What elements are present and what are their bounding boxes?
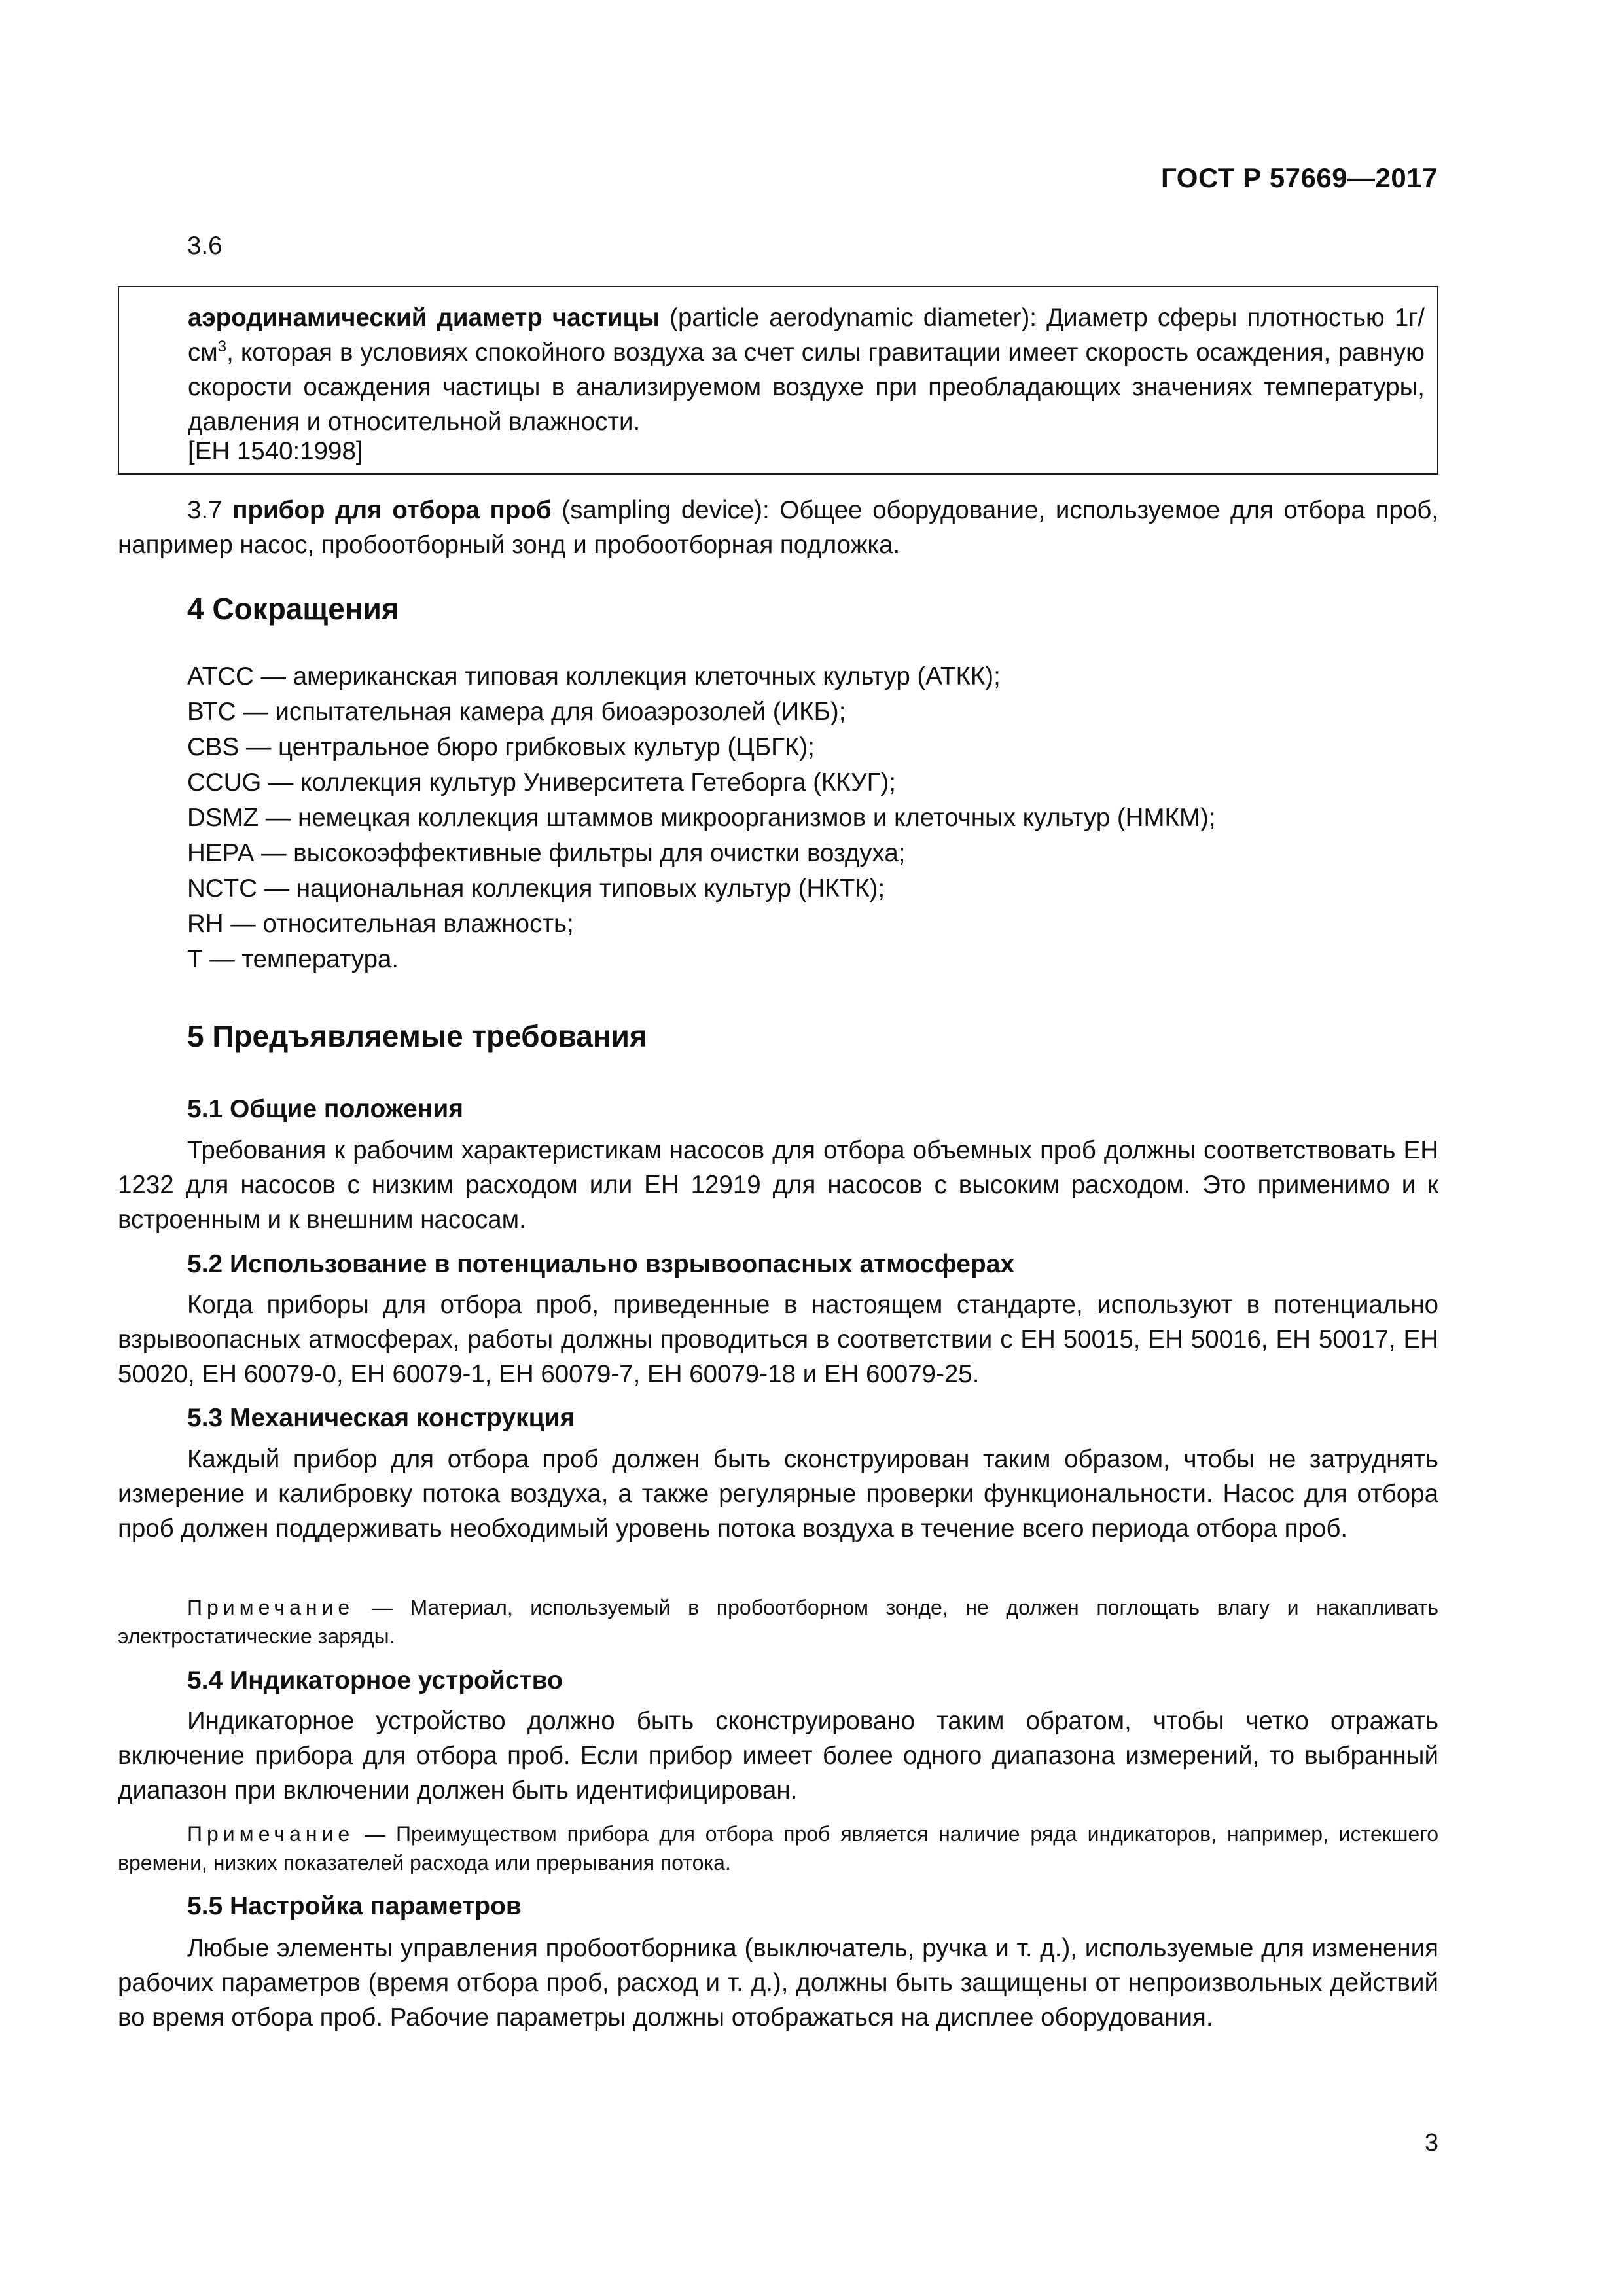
subsection-5-3-title: 5.3 Механическая конструкция xyxy=(187,1404,575,1432)
subsection-5-3-text: Каждый прибор для отбора проб должен быть сконструирован таким образом, чтобы не затруднять измерение и калибровку потока воздуха, а также регулярные проверки функциональности. Насос для отбора проб должен поддерживать необходимый уровень потока воздуха в течение всего периода отбора проб. xyxy=(118,1445,1438,1543)
abbreviations-list xyxy=(187,659,1216,977)
standard-id: ГОСТ Р 57669—2017 xyxy=(1161,162,1438,193)
subsection-5-2-text: Когда приборы для отбора проб, приведенные в настоящем стандарте, используют в потенциально взрывоопасных атмосферах, работы должны проводиться в соответствии с ЕН 50015, ЕН 50016, ЕН 50017, ЕН 50020, ЕН 60079-0, ЕН 60079-1, ЕН 60079-7, ЕН 60079-18 и ЕН 60079-25. xyxy=(118,1291,1438,1388)
definition-3-6 xyxy=(188,300,1425,439)
list-item: Т — температура. xyxy=(187,945,399,973)
subsection-5-1-title: 5.1 Общие положения xyxy=(187,1095,463,1123)
list-item: CBS — центральное бюро грибковых культур (ЦБГК); xyxy=(187,733,815,761)
list-item: RH — относительная влажность; xyxy=(187,910,574,938)
subsection-5-2-title: 5.2 Использование в потенциально взрывоопасных атмосферах xyxy=(187,1250,1015,1278)
subsection-5-1-text: Требования к рабочим характеристикам насосов для отбора объемных проб должны соответствовать ЕН 1232 для насосов с низким расходом или ЕН 12919 для насосов с высоким расходом. Это применимо и к встроенным и к внешним насосам. xyxy=(118,1136,1438,1234)
definition-3-6-text-b: , которая в условиях спокойного воздуха за счет силы гравитации имеет скорость осаждения, равную скорости осаждения частицы в анализируемом воздухе при преобладающих значениях температуры, давления и относительной влажности. xyxy=(188,338,1425,436)
note-label: Примечание xyxy=(187,1596,355,1619)
definition-reference: [ЕН 1540:1998] xyxy=(188,437,363,465)
note-text: — Материал, используемый в пробоотборном зонде, не должен поглощать влагу и накапливать электростатические заряды. xyxy=(118,1596,1438,1648)
subsection-5-4-text: Индикаторное устройство должно быть сконструировано таким обратом, чтобы четко отражать включение прибора для отбора проб. Если прибор имеет более одного диапазона измерений, то выбранный диапазон при включении должен быть идентифицирован. xyxy=(118,1707,1438,1804)
definition-3-7-text: (sampling device): Общее оборудование, используемое для отбора проб, например насос, пробоотборный зонд и пробоотборная подложка. xyxy=(118,496,1439,559)
definition-3-6-text-a: (particle aerodynamic diameter): Диаметр сферы плотностью 1г/см xyxy=(188,304,1425,367)
subsection-5-5-text: Любые элементы управления пробоотборника (выключатель, ручка и т. д.), используемые для изменения рабочих параметров (время отбора проб, расход и т. д.), должны быть защищены от непроизвольных действий во время отбора проб. Рабочие параметры должны отображаться на дисплее оборудования. xyxy=(118,1934,1438,2032)
list-item: NCTC — национальная коллекция типовых культур (НКТК); xyxy=(187,874,885,903)
definition-3-7 xyxy=(118,493,1438,562)
note-label: Примечание xyxy=(187,1822,355,1846)
list-item: ВТС — испытательная камера для биоаэрозолей (ИКБ); xyxy=(187,698,846,726)
list-item: АТСС — американская типовая коллекция клеточных культур (АТКК); xyxy=(187,662,1001,691)
subsection-5-5-title: 5.5 Настройка параметров xyxy=(187,1892,522,1920)
note-5-4 xyxy=(118,1820,1438,1877)
note-text: — Преимуществом прибора для отбора проб является наличие ряда индикаторов, например, истекшего времени, низких показателей расхода или прерывания потока. xyxy=(118,1822,1438,1874)
page-number: 3 xyxy=(1424,2129,1438,2157)
term-3-7: прибор для отбора проб xyxy=(232,496,552,524)
definition-box xyxy=(118,286,1438,475)
term-3-6: аэродинамический диаметр частицы xyxy=(188,304,660,332)
section-5-title: 5 Предъявляемые требования xyxy=(187,1019,647,1053)
note-5-3 xyxy=(118,1593,1438,1651)
subsection-5-4-title: 5.4 Индикаторное устройство xyxy=(187,1666,563,1695)
list-item: НЕРА — высокоэффективные фильтры для очистки воздуха; xyxy=(187,839,906,867)
term-number-3-7: 3.7 xyxy=(187,496,233,524)
list-item: CCUG — коллекция культур Университета Гетеборга (ККУГ); xyxy=(187,768,897,797)
term-number-3-6: 3.6 xyxy=(187,232,223,260)
superscript: 3 xyxy=(217,338,227,356)
list-item: DSMZ — немецкая коллекция штаммов микроорганизмов и клеточных культур (НМКМ); xyxy=(187,804,1216,832)
section-4-title: 4 Сокращения xyxy=(187,592,399,626)
